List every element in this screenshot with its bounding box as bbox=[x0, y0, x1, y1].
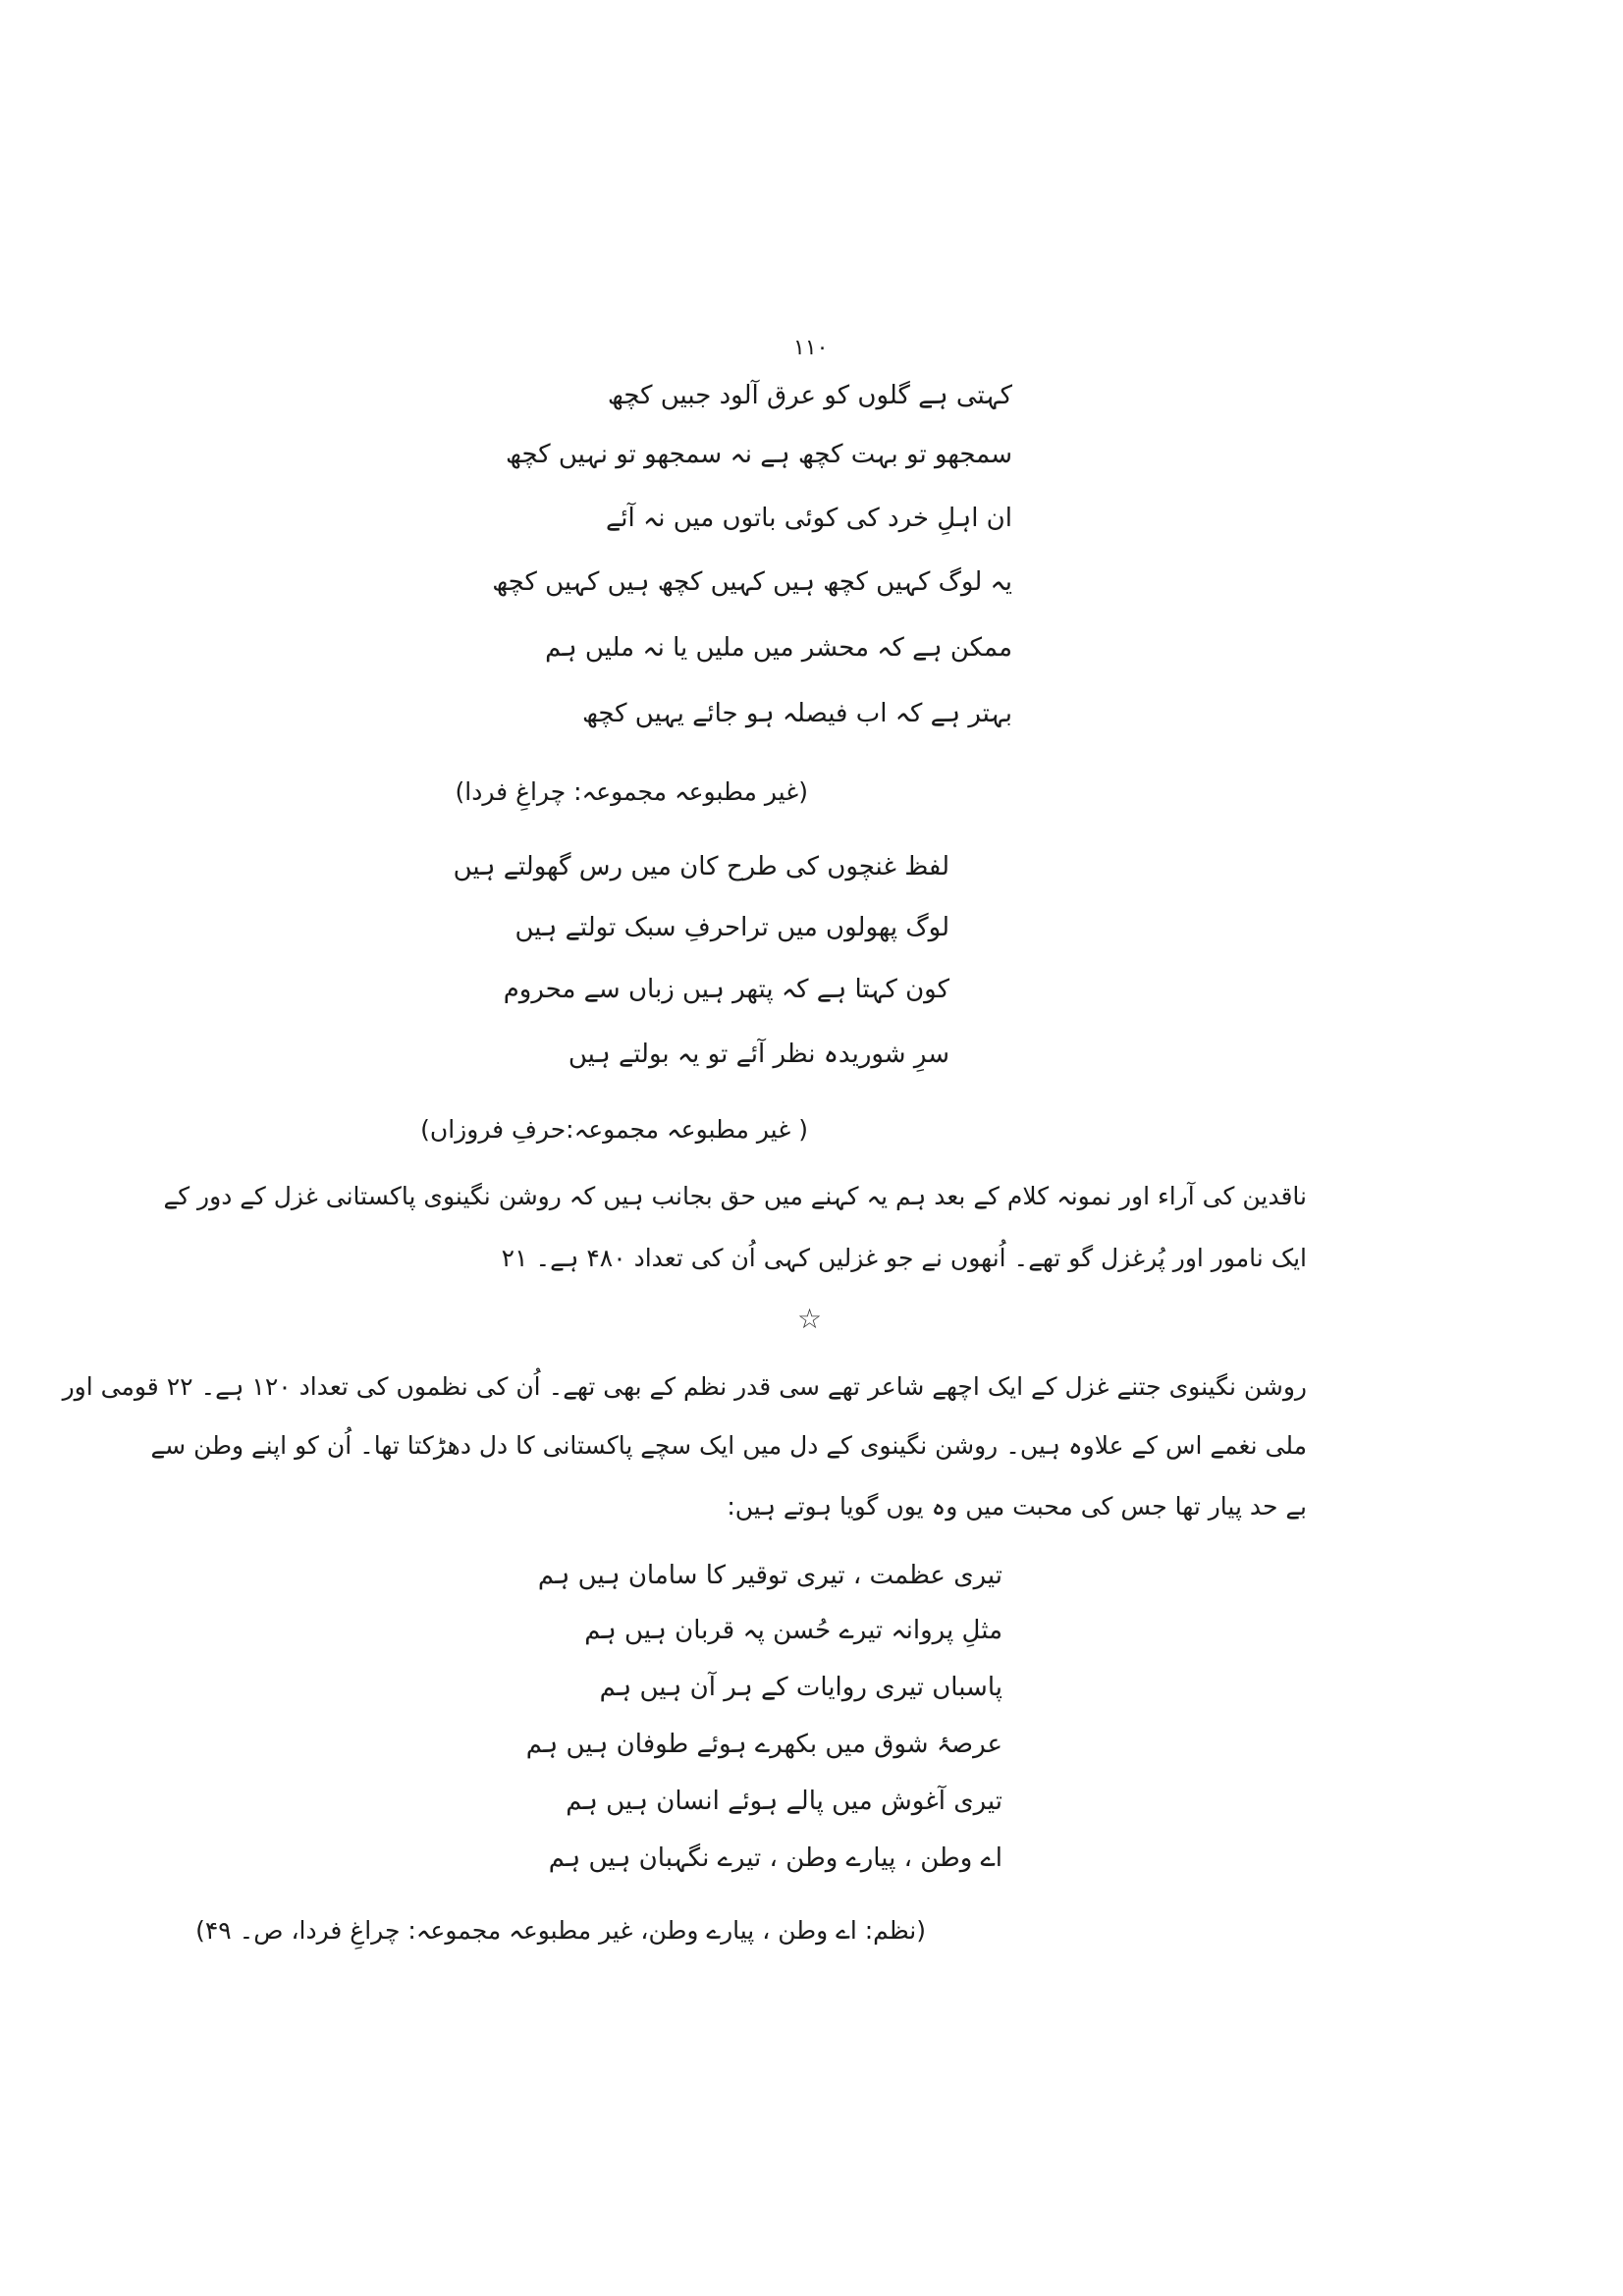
poem-source-caption: (نظم: اے وطن ، پیارے وطن، غیر مطبوعہ مجموعہ: چراغِ فردا، ص۔ ۴۹) bbox=[195, 1916, 926, 1945]
poem-line: تیری آغوش میں پالے ہوئے انسان ہیں ہم bbox=[566, 1787, 1002, 1816]
poem-line: ان اہلِ خرد کی کوئی باتوں میں نہ آئے bbox=[606, 504, 1012, 533]
poem-line: کہتی ہے گلوں کو عرق آلود جبیں کچھ bbox=[607, 381, 1012, 410]
poem-line: اے وطن ، پیارے وطن ، تیرے نگہبان ہیں ہم bbox=[548, 1843, 1002, 1873]
poem-line: یہ لوگ کہیں کچھ ہیں کہیں کچھ ہیں کہیں کچھ bbox=[492, 567, 1012, 597]
poem-line: لفظ غنچوں کی طرح کان میں رس گھولتے ہیں bbox=[453, 852, 949, 881]
paragraph-line: بے حد پیار تھا جس کی محبت میں وہ یوں گویا ہوتے ہیں: bbox=[727, 1492, 1307, 1521]
poem-source-caption: ( غیر مطبوعہ مجموعہ:حرفِ فروزاں) bbox=[420, 1115, 808, 1144]
poem-line: ممکن ہے کہ محشر میں ملیں یا نہ ملیں ہم bbox=[545, 633, 1012, 663]
poem-line: مثلِ پروانہ تیرے حُسن پہ قربان ہیں ہم bbox=[584, 1616, 1002, 1645]
paragraph-line: روشن نگینوی جتنے غزل کے ایک اچھے شاعر تھے سی قدر نظم کے بھی تھے۔ اُن کی نظموں کی تعداد ۱۲۰ ہے۔ ۲۲ قومی اور bbox=[62, 1372, 1307, 1401]
poem-line: لوگ پھولوں میں تراحرفِ سبک تولتے ہیں bbox=[514, 913, 949, 942]
paragraph-line: ایک نامور اور پُرغزل گو تھے۔ اُنھوں نے جو غزلیں کہی اُن کی تعداد ۴۸۰ ہے۔ ۲۱ bbox=[501, 1244, 1307, 1272]
poem-line: پاسباں تیری روایات کے ہر آن ہیں ہم bbox=[599, 1673, 1002, 1702]
poem-line: کون کہتا ہے کہ پتھر ہیں زباں سے محروم bbox=[503, 975, 949, 1004]
paragraph-line: ناقدین کی آراء اور نمونہ کلام کے بعد ہم یہ کہنے میں حق بجانب ہیں کہ روشن نگینوی پاکستانی غزل کے دور کے bbox=[163, 1182, 1307, 1210]
poem-source-caption: (غیر مطبوعہ مجموعہ: چراغِ فردا) bbox=[455, 777, 808, 806]
poem-line: بہتر ہے کہ اب فیصلہ ہو جائے یہیں کچھ bbox=[581, 699, 1012, 728]
paragraph-line: ملی نغمے اس کے علاوہ ہیں۔ روشن نگینوی کے دل میں ایک سچے پاکستانی کا دل دھڑکتا تھا۔ اُن کو اپنے وطن سے bbox=[150, 1431, 1307, 1460]
poem-line: تیری عظمت ، تیری توقیر کا سامان ہیں ہم bbox=[537, 1561, 1002, 1590]
poem-line: سمجھو تو بہت کچھ ہے نہ سمجھو تو نہیں کچھ bbox=[506, 440, 1012, 469]
star-separator-icon: ☆ bbox=[797, 1303, 823, 1335]
poem-line: سرِ شوریدہ نظر آئے تو یہ بولتے ہیں bbox=[568, 1040, 949, 1069]
page-number: ۱۱۰ bbox=[793, 336, 829, 360]
poem-line: عرصۂ شوق میں بکھرے ہوئے طوفان ہیں ہم bbox=[525, 1730, 1002, 1759]
